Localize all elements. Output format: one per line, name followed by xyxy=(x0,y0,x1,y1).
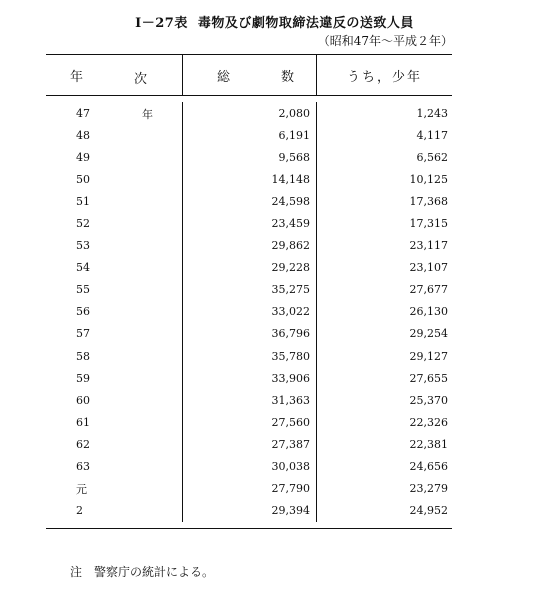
row-year xyxy=(46,345,182,367)
table-title-text: 毒物及び劇物取締法違反の送致人員 xyxy=(197,16,414,31)
header-total xyxy=(182,55,316,95)
row-year xyxy=(46,146,182,168)
table-row xyxy=(46,257,452,279)
row-total: 27,387 xyxy=(182,433,316,455)
row-total: 33,022 xyxy=(182,301,316,323)
row-year-value: 56 xyxy=(76,305,90,319)
period-subtitle: （昭和47年〜平成２年） xyxy=(317,34,453,48)
row-year xyxy=(46,456,182,478)
row-year xyxy=(46,235,182,257)
row-year-value: 63 xyxy=(76,460,90,474)
table-row xyxy=(46,478,452,500)
table-row xyxy=(46,102,452,124)
table-title xyxy=(0,12,549,31)
row-juvenile: 27,655 xyxy=(316,367,452,389)
row-juvenile: 27,677 xyxy=(316,279,452,301)
row-year xyxy=(46,190,182,212)
row-juvenile: 6,562 xyxy=(316,146,452,168)
table-row xyxy=(46,190,452,212)
row-year-value: 61 xyxy=(76,415,90,429)
header-year-part2: 次 xyxy=(134,72,148,87)
table-header-row xyxy=(46,55,452,96)
row-year xyxy=(46,212,182,234)
row-year-value: 51 xyxy=(76,194,90,208)
statistics-table xyxy=(46,54,452,529)
row-total: 2,080 xyxy=(182,102,316,124)
row-year-value: 元 xyxy=(76,482,87,496)
row-year xyxy=(46,124,182,146)
row-juvenile: 22,381 xyxy=(316,433,452,455)
row-total: 27,560 xyxy=(182,411,316,433)
table-row xyxy=(46,301,452,323)
table-row xyxy=(46,212,452,234)
table-row xyxy=(46,433,452,455)
row-year-value: 60 xyxy=(76,393,90,407)
row-total: 30,038 xyxy=(182,456,316,478)
row-total: 31,363 xyxy=(182,389,316,411)
row-year xyxy=(46,301,182,323)
table-row xyxy=(46,146,452,168)
row-year-value: 62 xyxy=(76,437,90,451)
row-total: 6,191 xyxy=(182,124,316,146)
row-total: 27,790 xyxy=(182,478,316,500)
row-year xyxy=(46,478,182,500)
table-row xyxy=(46,323,452,345)
row-total: 35,275 xyxy=(182,279,316,301)
table-row xyxy=(46,345,452,367)
row-year xyxy=(46,279,182,301)
row-year xyxy=(46,433,182,455)
table-number: I－27表 xyxy=(135,16,188,31)
table-row xyxy=(46,279,452,301)
row-juvenile: 17,368 xyxy=(316,190,452,212)
header-year xyxy=(46,55,182,95)
row-year-value: 49 xyxy=(76,150,90,164)
header-juvenile: うち，少年 xyxy=(316,55,452,95)
row-year xyxy=(46,500,182,522)
footnote-label: 注 xyxy=(70,565,83,579)
row-year-unit: 年 xyxy=(142,108,153,121)
row-year xyxy=(46,168,182,190)
table-row xyxy=(46,367,452,389)
row-juvenile: 23,279 xyxy=(316,478,452,500)
row-total: 29,394 xyxy=(182,500,316,522)
row-juvenile: 23,117 xyxy=(316,235,452,257)
table-row xyxy=(46,124,452,146)
table-body xyxy=(46,96,452,528)
row-juvenile: 25,370 xyxy=(316,389,452,411)
table-row xyxy=(46,500,452,522)
row-total: 33,906 xyxy=(182,367,316,389)
row-year-value: 48 xyxy=(76,128,90,142)
row-year-value: 54 xyxy=(76,261,90,275)
row-year xyxy=(46,323,182,345)
table-row xyxy=(46,389,452,411)
row-year-value: 57 xyxy=(76,327,90,341)
footnote xyxy=(70,563,214,580)
row-total: 23,459 xyxy=(182,212,316,234)
table-row xyxy=(46,411,452,433)
row-year-value: 53 xyxy=(76,239,90,253)
row-year xyxy=(46,257,182,279)
row-total: 29,228 xyxy=(182,257,316,279)
row-juvenile: 23,107 xyxy=(316,257,452,279)
row-total: 29,862 xyxy=(182,235,316,257)
table-row xyxy=(46,168,452,190)
header-year-part1: 年 xyxy=(70,69,84,85)
row-total: 24,598 xyxy=(182,190,316,212)
row-year-value: 59 xyxy=(76,371,90,385)
row-total: 14,148 xyxy=(182,168,316,190)
row-year xyxy=(46,389,182,411)
row-juvenile: 17,315 xyxy=(316,212,452,234)
row-juvenile: 22,326 xyxy=(316,411,452,433)
table-row xyxy=(46,235,452,257)
row-year-value: 50 xyxy=(76,172,90,186)
row-juvenile: 29,254 xyxy=(316,323,452,345)
row-juvenile: 29,127 xyxy=(316,345,452,367)
row-year-value: 55 xyxy=(76,283,90,297)
row-juvenile: 10,125 xyxy=(316,168,452,190)
row-total: 35,780 xyxy=(182,345,316,367)
table-row xyxy=(46,456,452,478)
row-juvenile: 26,130 xyxy=(316,301,452,323)
row-juvenile: 4,117 xyxy=(316,124,452,146)
row-year xyxy=(46,367,182,389)
row-juvenile: 24,952 xyxy=(316,500,452,522)
row-year-value: 58 xyxy=(76,349,90,363)
header-total-part2: 数 xyxy=(280,69,294,85)
row-year-value: 47 xyxy=(76,106,90,120)
row-year xyxy=(46,102,182,124)
footnote-text: 警察庁の統計による。 xyxy=(94,565,215,579)
row-year xyxy=(46,411,182,433)
header-total-part1: 総 xyxy=(217,69,231,85)
row-year-value: 52 xyxy=(76,217,90,231)
row-total: 36,796 xyxy=(182,323,316,345)
row-juvenile: 1,243 xyxy=(316,102,452,124)
row-juvenile: 24,656 xyxy=(316,456,452,478)
row-year-value: 2 xyxy=(76,504,83,518)
row-total: 9,568 xyxy=(182,146,316,168)
